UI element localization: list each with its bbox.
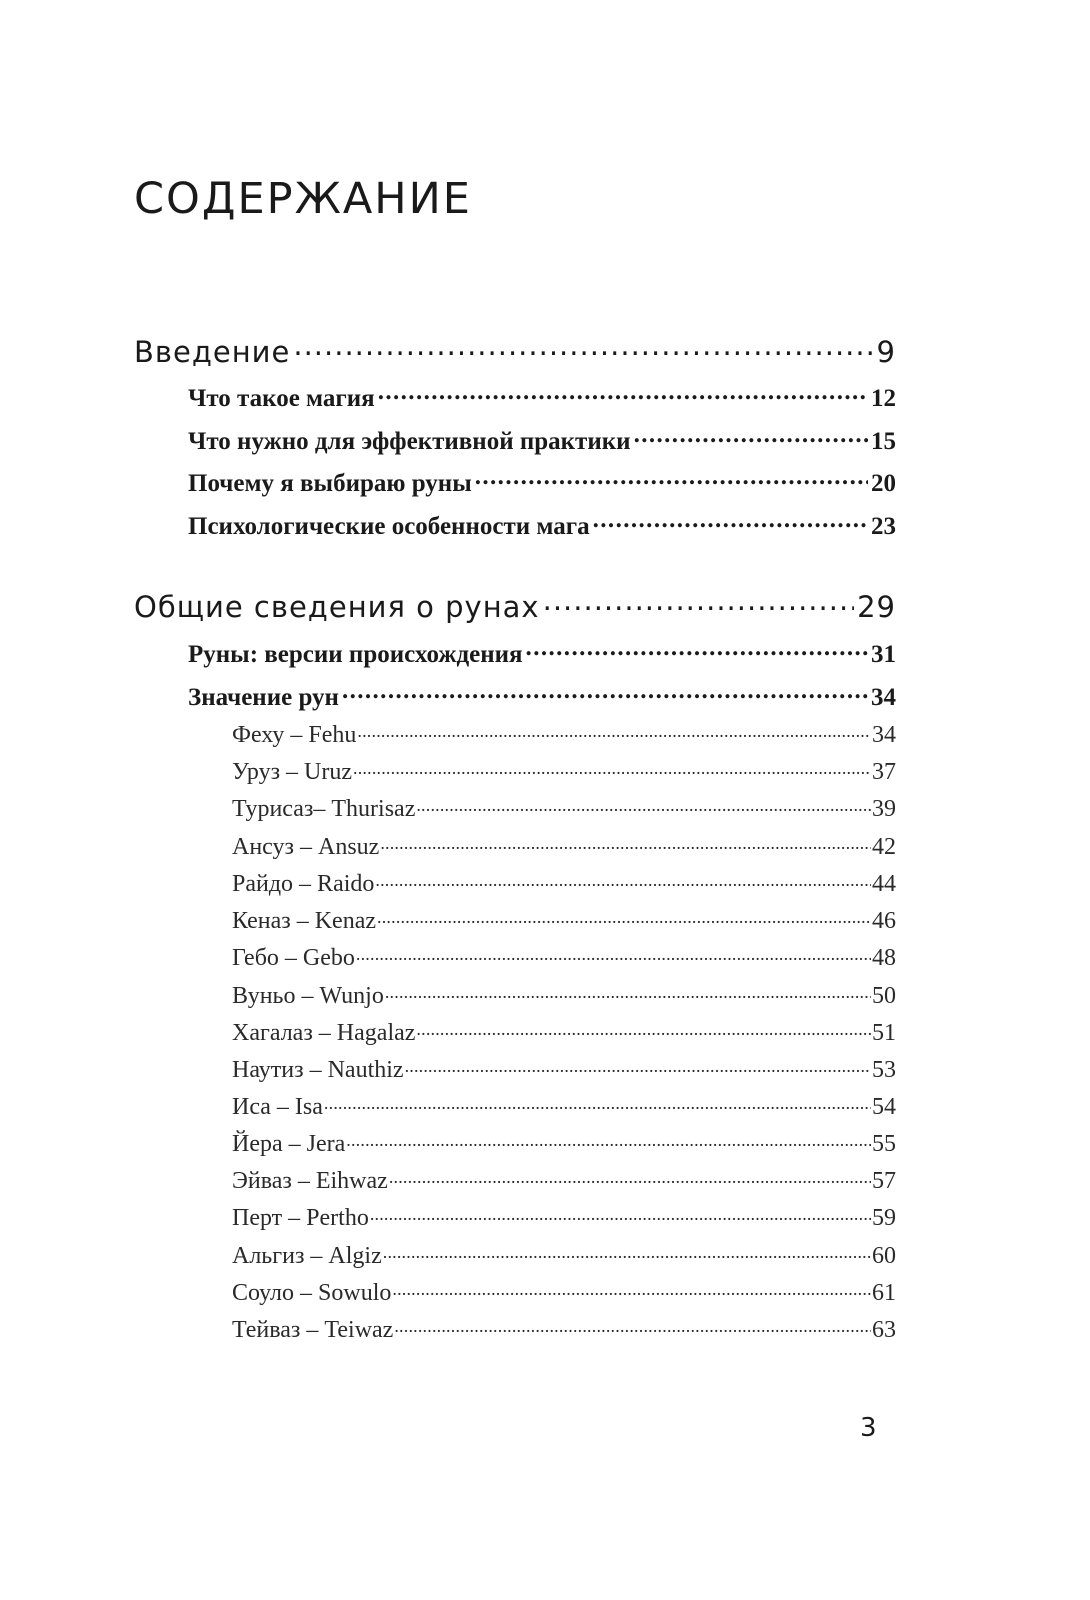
toc-page-number: 12 — [871, 384, 896, 412]
toc-rune-entry[interactable] — [232, 1051, 896, 1084]
toc-page-number: 63 — [872, 1317, 896, 1344]
dot-leader — [593, 506, 868, 534]
toc-page-number: 39 — [872, 796, 896, 823]
toc-page-number: 51 — [872, 1020, 896, 1047]
dot-leader — [346, 1125, 871, 1151]
toc-page-number: 9 — [876, 334, 896, 369]
toc-page-number: 42 — [872, 834, 896, 861]
page-title: СОДЕРЖАНИЕ — [134, 174, 472, 224]
toc-entry-title: Психологические особенности мага — [188, 512, 590, 540]
toc-page-number: 31 — [871, 640, 896, 668]
toc-rune-entry[interactable] — [232, 1162, 896, 1195]
toc-page-number: 23 — [871, 512, 896, 540]
toc-entry-title: Ансуз – Ansuz — [232, 834, 380, 861]
toc-entry-title: Йера – Jera — [232, 1131, 346, 1158]
toc-rune-entry[interactable] — [232, 1088, 896, 1121]
toc-section-runes-general[interactable] — [134, 585, 896, 624]
toc-entry-title: Феху – Fehu — [232, 722, 357, 749]
dot-leader — [370, 1199, 871, 1225]
dot-leader — [389, 1162, 871, 1188]
toc-page-number: 50 — [872, 983, 896, 1010]
toc-rune-entry[interactable] — [232, 939, 896, 972]
toc-entry-title: Что такое магия — [188, 384, 375, 412]
toc-entry-title: Альгиз – Algiz — [232, 1243, 382, 1270]
dot-leader — [324, 1088, 871, 1114]
toc-entry[interactable] — [188, 506, 896, 541]
dot-leader — [526, 634, 868, 662]
toc-rune-entry[interactable] — [232, 1199, 896, 1232]
dot-leader — [375, 865, 871, 891]
toc-entry-title: Значение рун — [188, 683, 339, 711]
toc-rune-entry[interactable] — [232, 1274, 896, 1307]
toc-entry[interactable] — [188, 463, 896, 498]
toc-rune-entry[interactable] — [232, 753, 896, 786]
dot-leader — [356, 939, 871, 965]
dot-leader — [416, 790, 871, 816]
toc-page-number: 44 — [872, 871, 896, 898]
toc-entry-title: Вуньо – Wunjo — [232, 983, 384, 1010]
toc-entry-title: Иса – Isa — [232, 1094, 323, 1121]
toc-page-number: 60 — [872, 1243, 896, 1270]
toc-entry-title: Соуло – Sowulo — [232, 1280, 392, 1307]
toc-page-number: 34 — [872, 722, 896, 749]
dot-leader — [543, 585, 854, 617]
toc-rune-entry[interactable] — [232, 1014, 896, 1047]
toc-page-number: 37 — [872, 759, 896, 786]
toc-entry-title: Кеназ – Kenaz — [232, 908, 377, 935]
toc-entry-title: Наутиз – Nauthiz — [232, 1057, 404, 1084]
dot-leader — [383, 1237, 871, 1263]
toc-entry-title: Перт – Pertho — [232, 1205, 369, 1232]
toc-page-number: 57 — [872, 1168, 896, 1195]
dot-leader — [342, 677, 868, 705]
toc-rune-entry[interactable] — [232, 902, 896, 935]
toc-entry-title: Турисаз– Thurisaz — [232, 796, 416, 823]
toc-entry[interactable] — [188, 421, 896, 456]
toc-section-title: Общие сведения о рунах — [134, 589, 540, 624]
toc-section-introduction[interactable] — [134, 330, 896, 369]
toc-page-number: 29 — [857, 589, 896, 624]
toc-page-number: 61 — [872, 1280, 896, 1307]
toc-page-number: 48 — [872, 945, 896, 972]
dot-leader — [394, 1311, 871, 1337]
toc-page-number: 46 — [872, 908, 896, 935]
dot-leader — [475, 463, 868, 491]
toc-page-number: 53 — [872, 1057, 896, 1084]
toc-rune-entry[interactable] — [232, 1125, 896, 1158]
toc-page-number: 55 — [872, 1131, 896, 1158]
dot-leader — [293, 330, 873, 362]
toc-entry-title: Эйваз – Eihwaz — [232, 1168, 388, 1195]
dot-leader — [634, 421, 868, 449]
dot-leader — [353, 753, 871, 779]
toc-entry[interactable] — [188, 378, 896, 413]
dot-leader — [357, 716, 871, 742]
toc-entry-title: Что нужно для эффективной практики — [188, 427, 631, 455]
toc-rune-entry[interactable] — [232, 1237, 896, 1270]
toc-page-number: 34 — [871, 683, 896, 711]
dot-leader — [385, 977, 871, 1003]
toc-entry-title: Хагалаз – Hagalaz — [232, 1020, 416, 1047]
toc-page-number: 20 — [871, 469, 896, 497]
toc-rune-entry[interactable] — [232, 1311, 896, 1344]
toc-entry-title: Почему я выбираю руны — [188, 469, 472, 497]
toc-entry-title: Райдо – Raido — [232, 871, 375, 898]
dot-leader — [405, 1051, 871, 1077]
dot-leader — [380, 828, 871, 854]
dot-leader — [378, 378, 868, 406]
toc-rune-entry[interactable] — [232, 865, 896, 898]
dot-leader — [416, 1014, 871, 1040]
toc-rune-entry[interactable] — [232, 828, 896, 861]
toc-page-number: 15 — [871, 427, 896, 455]
dot-leader — [377, 902, 871, 928]
toc-rune-entry[interactable] — [232, 716, 896, 749]
toc-entry[interactable] — [188, 677, 896, 712]
toc-entry-title: Гебо – Gebo — [232, 945, 355, 972]
dot-leader — [392, 1274, 871, 1300]
toc-section-title: Введение — [134, 334, 291, 369]
toc-entry-title: Тейваз – Teiwaz — [232, 1317, 394, 1344]
toc-entry[interactable] — [188, 634, 896, 669]
toc-rune-entry[interactable] — [232, 790, 896, 823]
toc-page-number: 59 — [872, 1205, 896, 1232]
page-number: 3 — [860, 1413, 877, 1443]
toc-entry-title: Руны: версии происхождения — [188, 640, 523, 668]
toc-rune-entry[interactable] — [232, 977, 896, 1010]
toc-page-number: 54 — [872, 1094, 896, 1121]
toc-entry-title: Уруз – Uruz — [232, 759, 353, 786]
